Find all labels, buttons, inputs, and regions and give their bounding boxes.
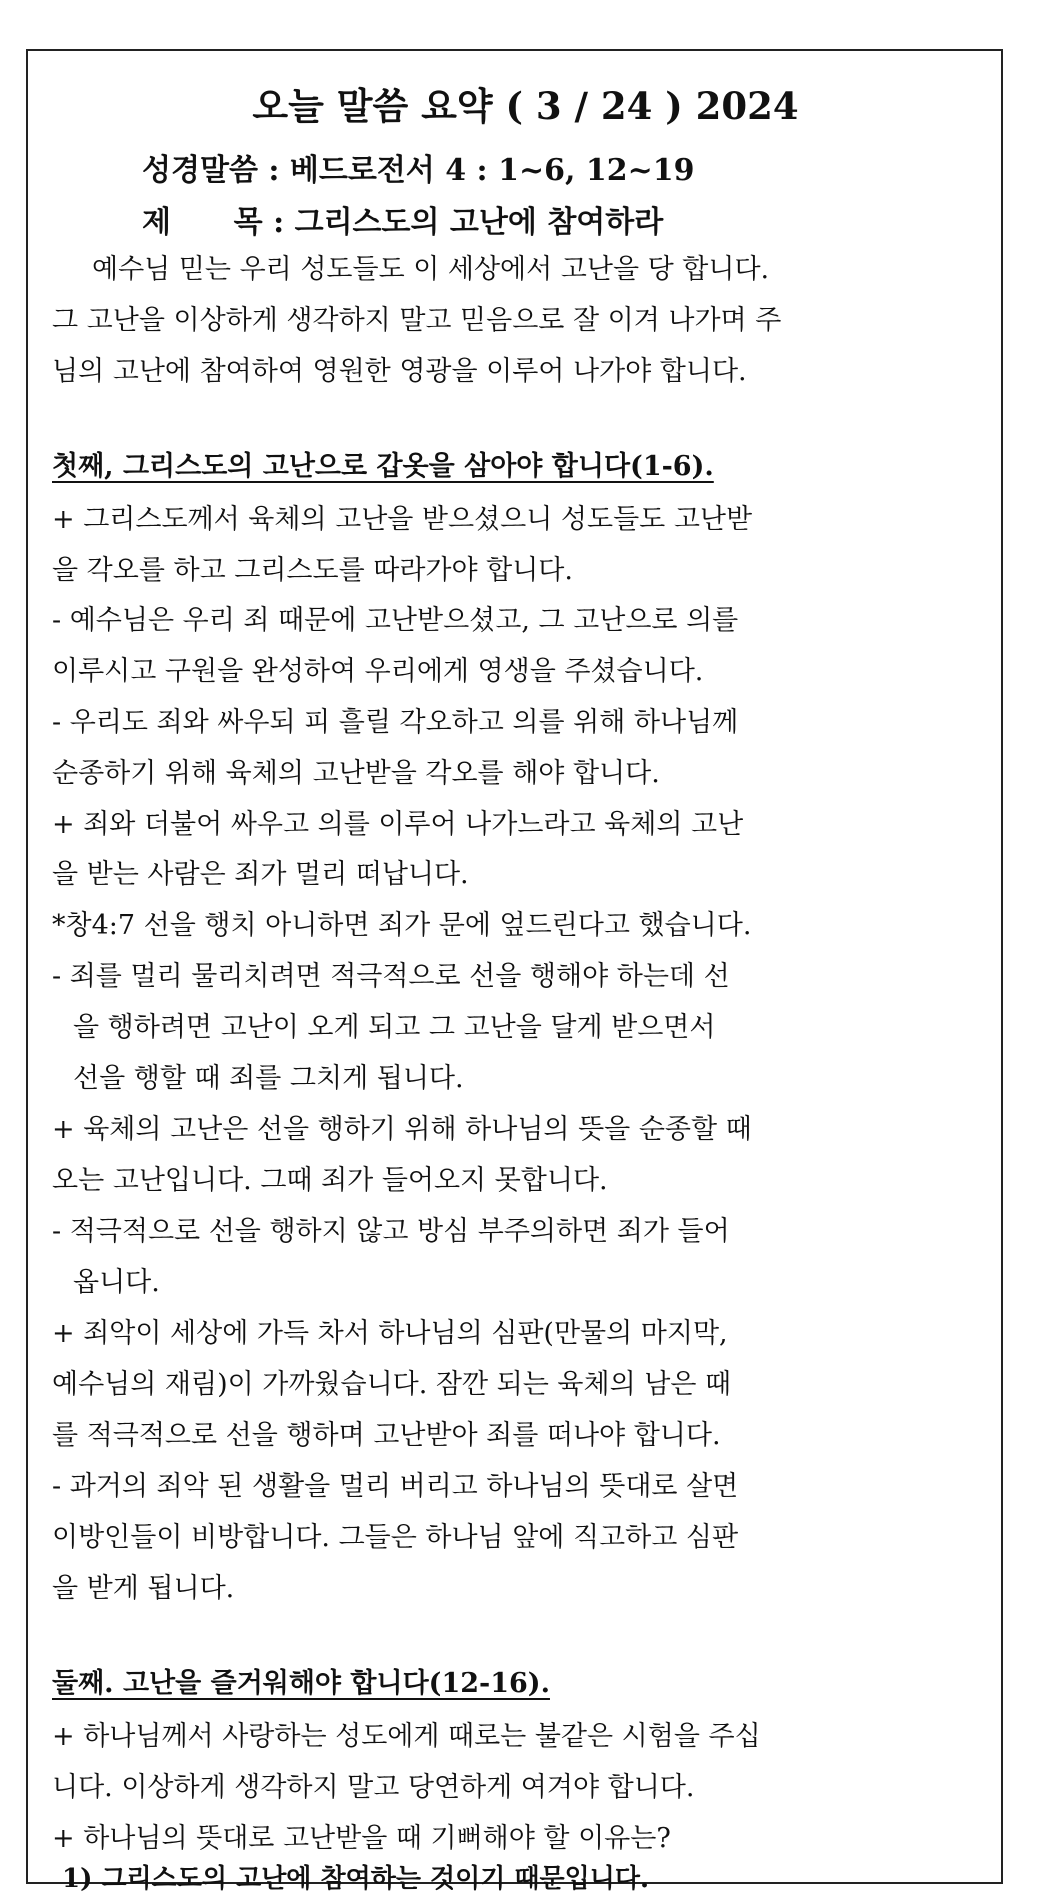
body-line: 선을 행할 때 죄를 그치게 됩니다.	[73, 1063, 464, 1094]
body-line: 을 받게 됩니다.	[52, 1573, 235, 1604]
body-line: + 하나님께서 사랑하는 성도에게 때로는 불같은 시험을 주십	[52, 1721, 761, 1752]
body-line: - 죄를 멀리 물리치려면 적극적으로 선을 행해야 하는데 선	[52, 961, 730, 992]
body-line: - 우리도 죄와 싸우되 피 흘릴 각오하고 의를 위해 하나님께	[52, 707, 739, 738]
intro-line: 님의 고난에 참여하여 영원한 영광을 이루어 나가야 합니다.	[52, 356, 747, 387]
body-line: 을 각오를 하고 그리스도를 따라가야 합니다.	[52, 555, 573, 586]
body-line: *창4:7 선을 행치 아니하면 죄가 문에 엎드린다고 했습니다.	[52, 910, 752, 941]
body-line: 이방인들이 비방합니다. 그들은 하나님 앞에 직고하고 심판	[52, 1522, 739, 1553]
body-line: - 예수님은 우리 죄 때문에 고난받으셨고, 그 고난으로 의를	[52, 605, 739, 636]
body-line: + 죄악이 세상에 가득 차서 하나님의 심판(만물의 마지막,	[52, 1318, 728, 1349]
body-line: 를 적극적으로 선을 행하며 고난받아 죄를 떠나야 합니다.	[52, 1420, 721, 1451]
sermon-subject: 제 목 : 그리스도의 고난에 참여하라	[142, 205, 664, 240]
intro-line: 그 고난을 이상하게 생각하지 말고 믿음으로 잘 이겨 나가며 주	[52, 305, 782, 336]
page-title: 오늘 말씀 요약 ( 3 / 24 ) 2024	[252, 84, 799, 128]
intro-line: 예수님 믿는 우리 성도들도 이 세상에서 고난을 당 합니다.	[92, 254, 770, 285]
section-heading-1: 첫째, 그리스도의 고난으로 갑옷을 삼아야 합니다(1-6).	[52, 451, 714, 482]
body-line: 순종하기 위해 육체의 고난받을 각오를 해야 합니다.	[52, 758, 660, 789]
section-heading-2: 둘째. 고난을 즐거워해야 합니다(12-16).	[52, 1668, 550, 1699]
body-line: + 죄와 더불어 싸우고 의를 이루어 나가느라고 육체의 고난	[52, 809, 744, 840]
body-line: 예수님의 재림)이 가까웠습니다. 잠깐 되는 육체의 남은 때	[52, 1369, 732, 1400]
body-line: 을 행하려면 고난이 오게 되고 그 고난을 달게 받으면서	[73, 1012, 716, 1043]
body-line: + 하나님의 뜻대로 고난받을 때 기뻐해야 할 이유는?	[52, 1823, 671, 1854]
body-line: 니다. 이상하게 생각하지 말고 당연하게 여겨야 합니다.	[52, 1772, 695, 1803]
body-line: + 그리스도께서 육체의 고난을 받으셨으니 성도들도 고난받	[52, 504, 753, 535]
body-line: + 육체의 고난은 선을 행하기 위해 하나님의 뜻을 순종할 때	[52, 1114, 752, 1145]
body-line: 오는 고난입니다. 그때 죄가 들어오지 못합니다.	[52, 1165, 608, 1196]
body-line: 이루시고 구원을 완성하여 우리에게 영생을 주셨습니다.	[52, 656, 704, 687]
body-line: 1) 그리스도의 고난에 참여하는 것이기 때문입니다.	[62, 1864, 650, 1894]
body-line: - 과거의 죄악 된 생활을 멀리 버리고 하나님의 뜻대로 살면	[52, 1471, 739, 1502]
body-line: 옵니다.	[73, 1267, 160, 1298]
body-line: - 적극적으로 선을 행하지 않고 방심 부주의하면 죄가 들어	[52, 1216, 730, 1247]
body-line: 을 받는 사람은 죄가 멀리 떠납니다.	[52, 859, 469, 890]
scripture-reference: 성경말씀 : 베드로전서 4 : 1~6, 12~19	[142, 153, 695, 188]
